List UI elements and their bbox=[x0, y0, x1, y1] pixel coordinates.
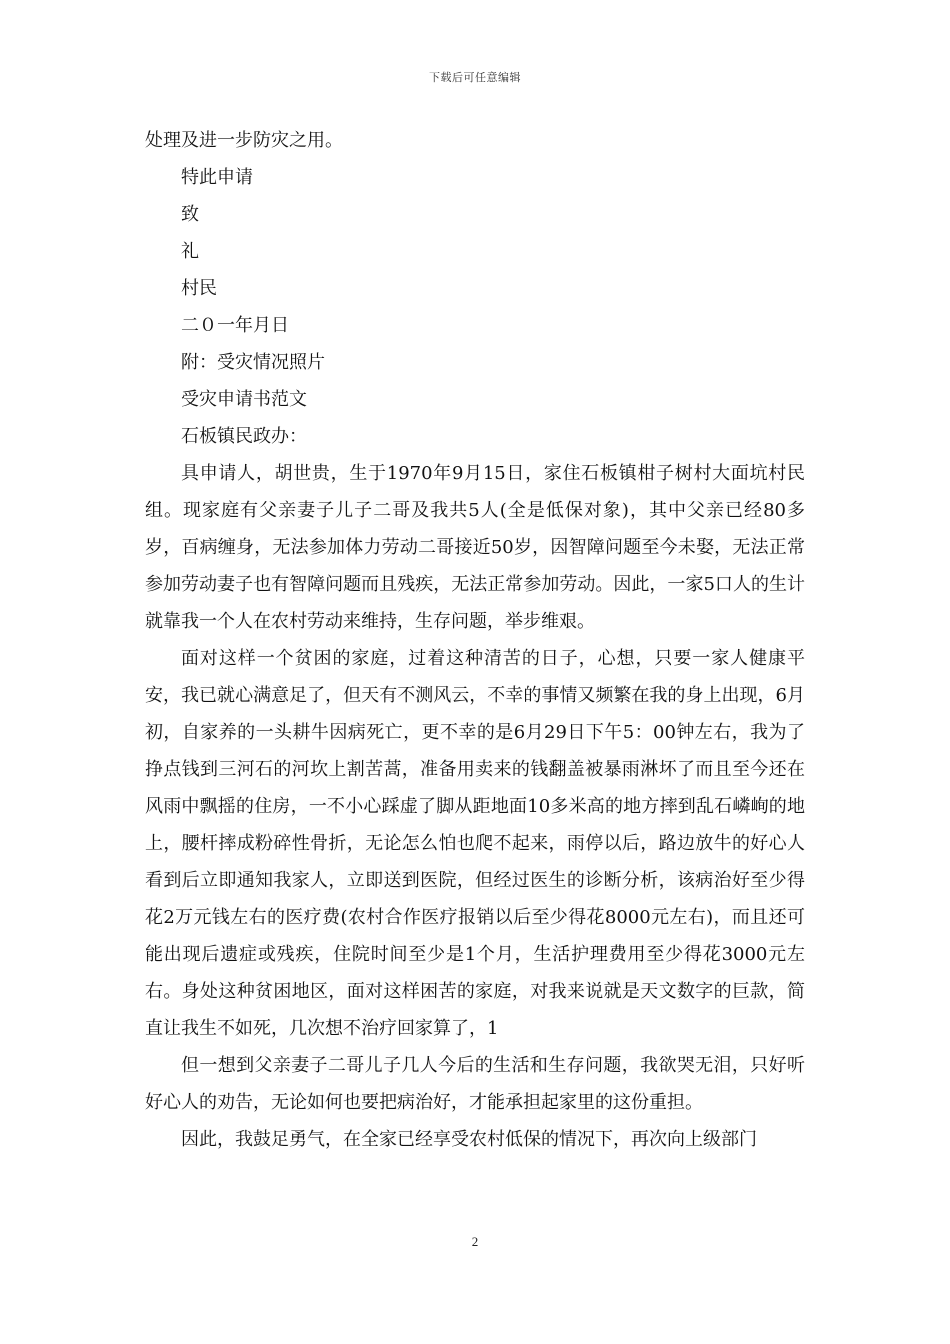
closing-line: 处理及进一步防灾之用。 bbox=[145, 130, 343, 151]
signature: 村民 bbox=[181, 278, 217, 299]
page-number: 2 bbox=[471, 1234, 479, 1249]
date-line: 二０一年月日 bbox=[181, 315, 289, 336]
page-header: 下载后可任意编辑 bbox=[429, 71, 521, 84]
document-body bbox=[145, 122, 805, 1158]
paragraph-family-burden: 但一想到父亲妻子二哥儿子几人今后的生活和生存问题，我欲哭无泪，只好听好心人的劝告，无论如何也要把病治好，才能承担起家里的这份重担。 bbox=[145, 1055, 805, 1113]
paragraph-accident: 面对这样一个贫困的家庭，过着这种清苦的日子，心想，只要一家人健康平安，我已就心满意足了，但天有不测风云，不幸的事情又频繁在我的身上出现，6月初，自家养的一头耕牛因病死亡，更不幸的是6月29日下午5：00钟左右，我为了挣点钱到三河石的河坎上割苦蒿，准备用卖来的钱翻盖被暴雨淋坏了而且至今还在风雨中飘摇的住房，一不小心踩虚了脚从距地面10多米高的地方摔到乱石嶙峋的地上，腰杆摔成粉碎性骨折，无论怎么怕也爬不起来，雨停以后，路边放牛的好心人看到后立即通知我家人，立即送到医院，但经过医生的诊断分析，该病治好至少得花2万元钱左右的医疗费(农村合作医疗报销以后至少得花8000元左右)，而且还可能出现后遗症或残疾，住院时间至少是1个月，生活护理费用至少得花3000元左右。身处这种贫困地区，面对这样困苦的家庭，对我来说就是天文数字的巨款，简直让我生不如死，几次想不治疗回家算了，1 bbox=[145, 648, 805, 1039]
salutation-to: 致 bbox=[181, 204, 199, 225]
salutation-regards: 礼 bbox=[181, 241, 199, 262]
section-title: 受灾申请书范文 bbox=[181, 389, 307, 410]
request-statement: 特此申请 bbox=[181, 167, 253, 188]
paragraph-applicant-info: 具申请人，胡世贵，生于1970年9月15日，家住石板镇柑子树村大面坑村民组。现家庭有父亲妻子儿子二哥及我共5人(全是低保对象)，其中父亲已经80多岁，百病缠身，无法参加体力劳动二哥接近50岁，因智障问题至今未娶，无法正常参加劳动妻子也有智障问题而且残疾，无法正常参加劳动。因此，一家5口人的生计就靠我一个人在农村劳动来维持，生存问题，举步维艰。 bbox=[145, 463, 805, 632]
addressee: 石板镇民政办： bbox=[181, 426, 307, 447]
attachment-note: 附：受灾情况照片 bbox=[181, 352, 325, 373]
paragraph-request: 因此，我鼓足勇气，在全家已经享受农村低保的情况下，再次向上级部门 bbox=[181, 1129, 757, 1150]
